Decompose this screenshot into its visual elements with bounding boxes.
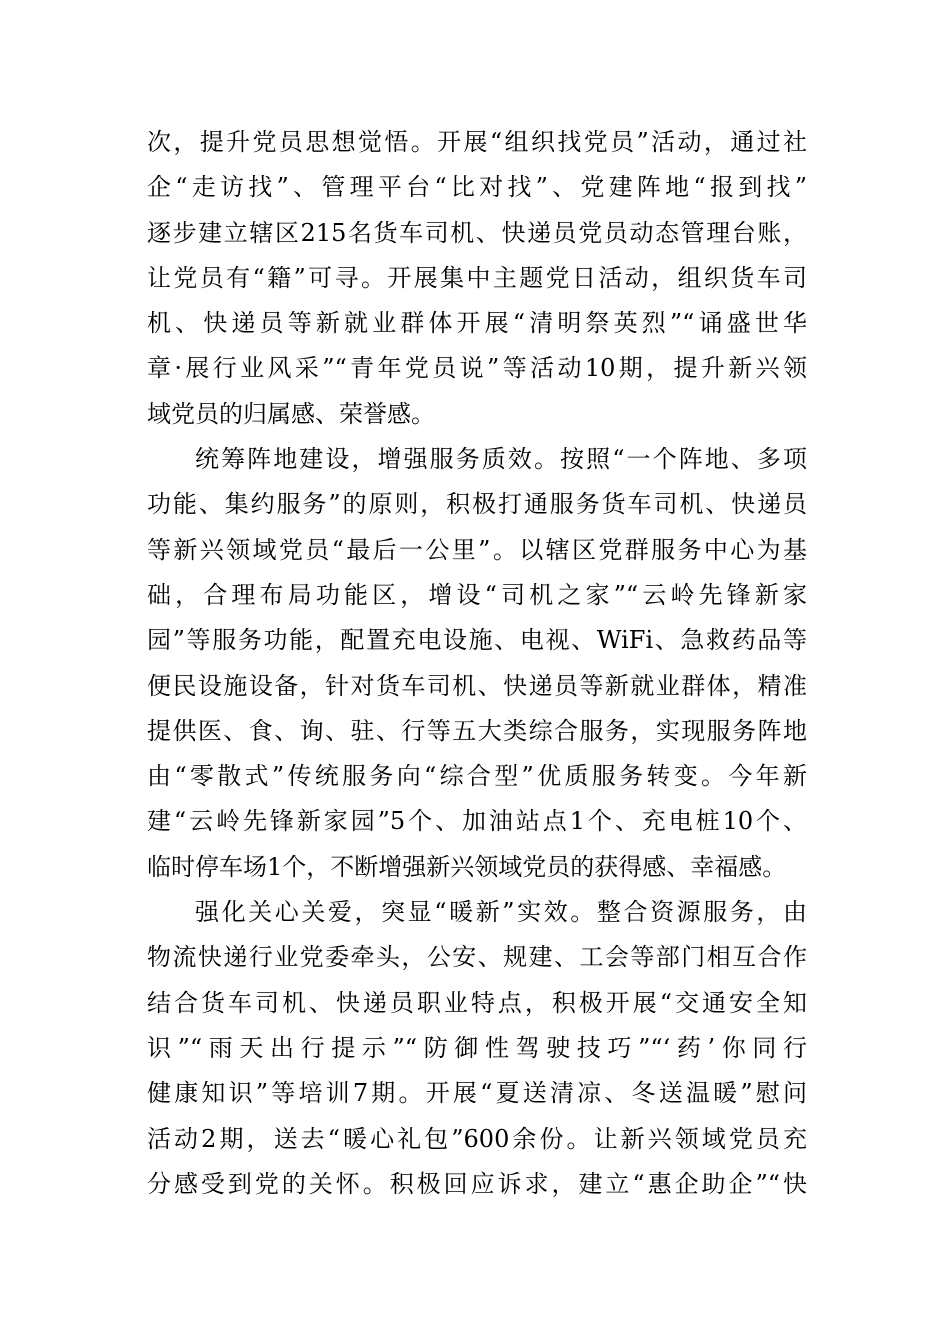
- text-line: 建“云岭先锋新家园”5个、加油站点1个、充电桩10个、: [147, 807, 807, 836]
- text-line: 础，合理布局功能区，增设“司机之家”“云岭先锋新家: [147, 580, 807, 609]
- text-line: 由“零散式”传统服务向“综合型”优质服务转变。今年新: [147, 762, 807, 791]
- paragraph-start-line: 统筹阵地建设，增强服务质效。按照“一个阵地、多项: [195, 445, 807, 474]
- text-line: 分感受到党的关怀。积极回应诉求，建立“惠企助企”“快: [147, 1169, 807, 1198]
- text-line: 章·展行业风采”“青年党员说”等活动10期，提升新兴领: [147, 354, 807, 383]
- text-line: 园”等服务功能，配置充电设施、电视、WiFi、急救药品等: [147, 626, 807, 655]
- paragraph-start-line: 强化关心关爱，突显“暖新”实效。整合资源服务，由: [195, 898, 807, 927]
- body-text: [147, 120, 807, 1207]
- text-line: 健康知识”等培训7期。开展“夏送清凉、冬送温暖”慰问: [147, 1079, 807, 1108]
- text-line: 域党员的归属感、荣誉感。: [147, 399, 435, 428]
- text-line: 便民设施设备，针对货车司机、快递员等新就业群体，精准: [147, 671, 807, 700]
- text-line: 活动2期，送去“暖心礼包”600余份。让新兴领域党员充: [147, 1124, 807, 1153]
- text-line: 识”“雨天出行提示”“防御性驾驶技巧”“‘药’你同行: [147, 1033, 807, 1062]
- text-line: 物流快递行业党委牵头，公安、规建、工会等部门相互合作: [147, 943, 807, 972]
- text-line: 等新兴领域党员“最后一公里”。以辖区党群服务中心为基: [147, 535, 807, 564]
- text-line: 功能、集约服务”的原则，积极打通服务货车司机、快递员: [147, 490, 807, 519]
- text-line: 结合货车司机、快递员职业特点，积极开展“交通安全知: [147, 988, 807, 1017]
- text-line: 让党员有“籍”可寻。开展集中主题党日活动，组织货车司: [147, 263, 807, 292]
- text-line: 逐步建立辖区215名货车司机、快递员党员动态管理台账，: [147, 218, 807, 247]
- text-line: 机、快递员等新就业群体开展“清明祭英烈”“诵盛世华: [147, 309, 807, 338]
- text-line: 次，提升党员思想觉悟。开展“组织找党员”活动，通过社: [147, 128, 807, 156]
- text-line: 企“走访找”、管理平台“比对找”、党建阵地“报到找”: [147, 173, 807, 202]
- text-line: 提供医、食、询、驻、行等五大类综合服务，实现服务阵地: [147, 716, 807, 745]
- text-line: 临时停车场1个，不断增强新兴领域党员的获得感、幸福感。: [147, 852, 787, 881]
